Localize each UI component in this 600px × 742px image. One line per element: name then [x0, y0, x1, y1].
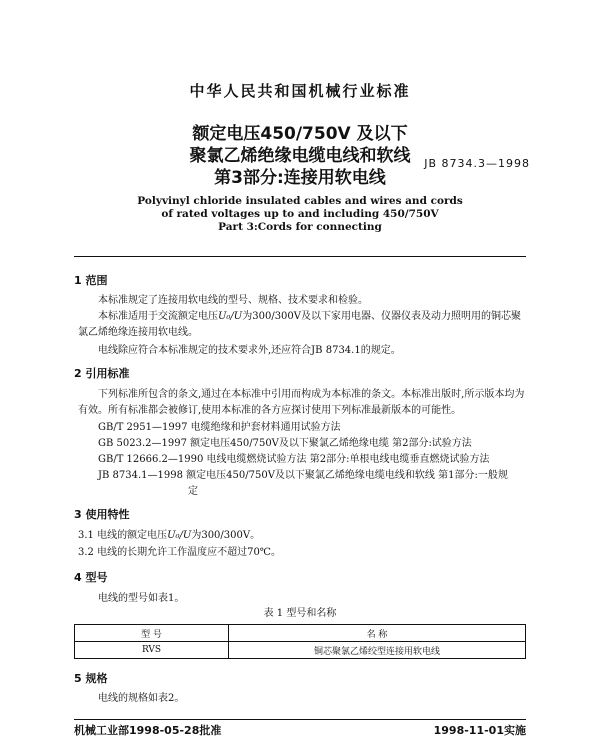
title-line-1: 额定电压450/750V 及以下: [192, 124, 408, 144]
reference-item-4: JB 8734.1—1998 额定电压450/750V及以下聚氯乙烯绝缘电缆电线和软线 第1部分:一般规: [98, 470, 508, 481]
english-title-line-1: Polyvinyl chloride insulated cables and wires and cords: [137, 195, 463, 207]
voltage-symbol: U₀/U: [218, 311, 243, 322]
section-5-para: 电线的规格如表2。: [98, 693, 185, 704]
section-5-heading: 5 规格: [74, 672, 108, 685]
english-title-line-2: of rated voltages up to and including 450/750V: [161, 208, 439, 220]
reference-item-1: GB/T 2951—1997 电缆绝缘和护套材料通用试验方法: [98, 422, 341, 433]
section-1-para-2-suffix: 为300/300V及以下家用电器、仪器仪表及动力照明用的铜芯聚氯乙烯绝缘连接用软电线。: [78, 311, 521, 338]
section-1-para-2-prefix: 本标准适用于交流额定电压: [98, 311, 218, 322]
section-1-para-2: [78, 309, 526, 341]
table-header-name: 名 称: [229, 625, 526, 642]
section-4-para: 电线的型号如表1。: [98, 593, 185, 604]
section-3-item-2: 3.2 电线的长期允许工作温度应不超过70℃。: [78, 547, 281, 558]
reference-item-2: GB 5023.2—1997 额定电压450/750V及以下聚氯乙烯绝缘电缆 第2部分:试验方法: [98, 438, 472, 449]
table-header-model: 型 号: [75, 625, 229, 642]
table-1-caption: 表 1 型号和名称: [263, 608, 337, 619]
standard-org-header: 中华人民共和国机械行业标准: [189, 82, 411, 100]
section-3-item-1: [78, 528, 260, 544]
section-2-heading: 2 引用标准: [74, 367, 130, 380]
reference-item-4-continuation: 定: [188, 486, 198, 497]
reference-item-3: GB/T 12666.2—1990 电线电缆燃烧试验方法 第2部分:单根电线电缆垂直燃烧试验方法: [98, 454, 490, 465]
voltage-symbol: U₀/U: [167, 530, 192, 541]
section-4-heading: 4 型号: [74, 571, 108, 584]
effective-date: 1998-11-01实施: [433, 724, 526, 737]
header-rule: [74, 256, 526, 257]
section-1-para-3: 电线除应符合本标准规定的技术要求外,还应符合JB 8734.1的规定。: [98, 345, 401, 356]
table-row: [75, 642, 526, 659]
english-title-line-3: Part 3:Cords for connecting: [218, 221, 382, 233]
approval-date: 机械工业部1998-05-28批准: [74, 724, 222, 737]
table-header-row: [75, 625, 526, 642]
section-1-para-1: 本标准规定了连接用软电线的型号、规格、技术要求和检验。: [98, 295, 368, 306]
standard-number: JB 8734.3—1998: [424, 157, 530, 170]
section-3-heading: 3 使用特性: [74, 508, 130, 521]
table-1: [74, 624, 526, 659]
section-3-item-1-suffix: 为300/300V。: [191, 530, 261, 541]
section-1-heading: 1 范围: [74, 274, 108, 287]
footer-rule: [74, 719, 526, 720]
section-3-item-1-prefix: 3.1 电线的额定电压: [78, 530, 168, 541]
title-line-3: 第3部分:连接用软电线: [214, 168, 386, 188]
table-cell-name: 铜芯聚氯乙烯绞型连接用软电线: [229, 642, 526, 659]
table-cell-model: RVS: [75, 642, 229, 659]
section-2-intro: 下列标准所包含的条文,通过在本标准中引用而构成为本标准的条文。本标准出版时,所示版本均为有效。所有标准都会被修订,使用本标准的各方应探讨使用下列标准最新版本的可能性。: [78, 389, 525, 416]
title-line-2: 聚氯乙烯绝缘电缆电线和软线: [189, 146, 411, 166]
